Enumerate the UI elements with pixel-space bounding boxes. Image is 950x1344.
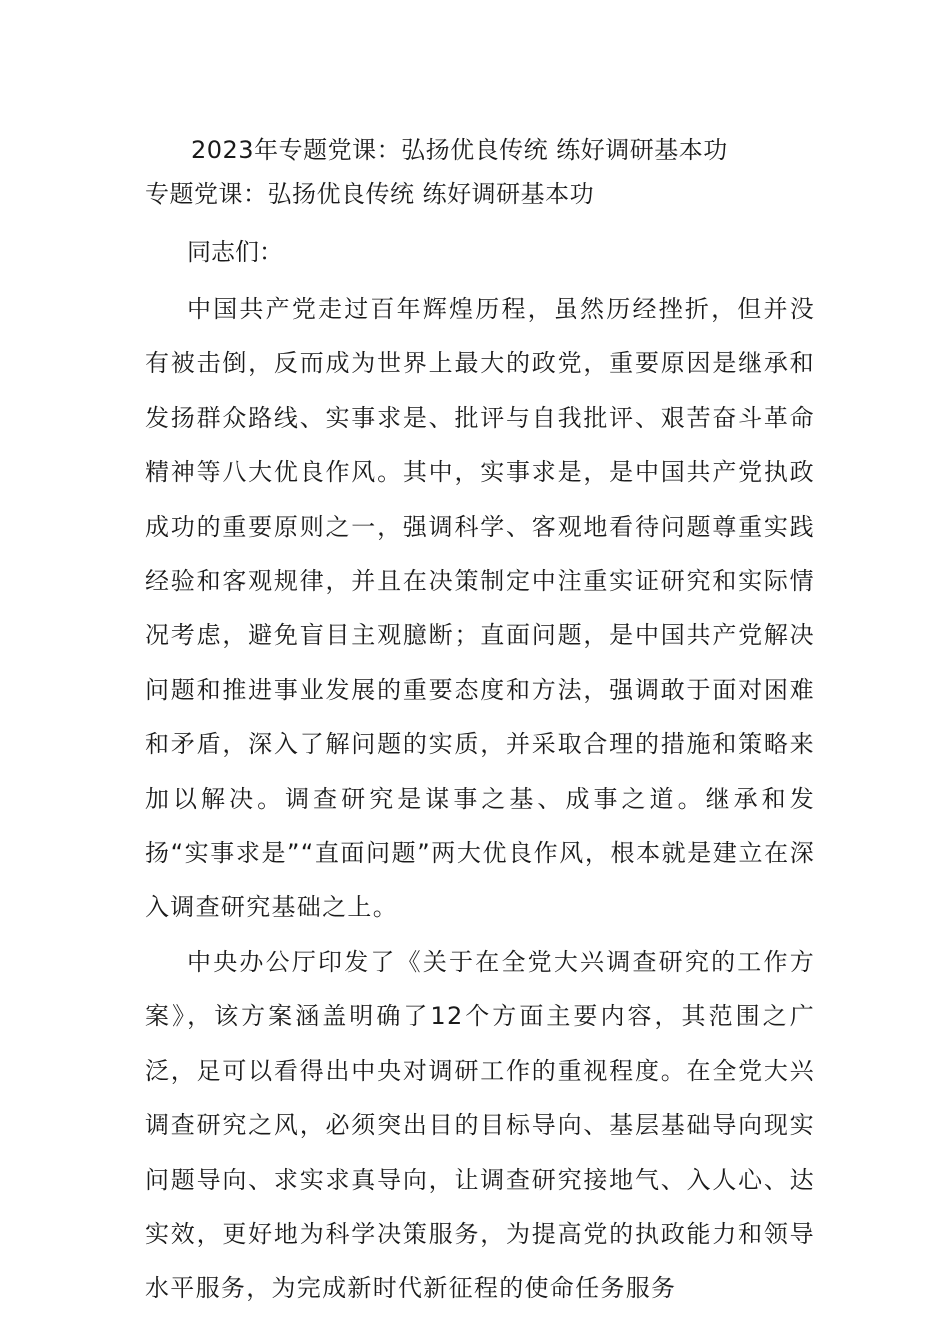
document-body [145, 128, 815, 1316]
document-subtitle: 专题党课：弘扬优良传统 练好调研基本功 [145, 180, 595, 208]
paragraph-1: 中国共产党走过百年辉煌历程，虽然历经挫折，但并没有被击倒，反而成为世界上最大的政党，重要原因是继承和发扬群众路线、实事求是、批评与自我批评、艰苦奋斗革命精神等八大优良作风。其中，实事求是，是中国共产党执政成功的重要原则之一，强调科学、客观地看待问题尊重实践经验和客观规律，并且在决策制定中注重实证研究和实际情况考虑，避免盲目主观臆断；直面问题，是中国共产党解决问题和推进事业发展的重要态度和方法，强调敢于面对困难和矛盾，深入了解问题的实质，并采取合理的措施和策略来加以解决。调查研究是谋事之基、成事之道。继承和发扬“实事求是”“直面问题”两大优良作风，根本就是建立在深入调查研究基础之上。 [145, 295, 815, 922]
greeting: 同志们： [187, 238, 283, 266]
document-title: 2023年专题党课：弘扬优良传统 练好调研基本功 [191, 136, 728, 164]
paragraph-2: 中央办公厅印发了《关于在全党大兴调查研究的工作方案》，该方案涵盖明确了12个方面主要内容，其范围之广泛，足可以看得出中央对调研工作的重视程度。在全党大兴调查研究之风，必须突出目的目标导向、基层基础导向现实问题导向、求实求真导向，让调查研究接地气、入人心、达实效，更好地为科学决策服务，为提高党的执政能力和领导水平服务，为完成新时代新征程的使命任务服务 [145, 947, 815, 1303]
